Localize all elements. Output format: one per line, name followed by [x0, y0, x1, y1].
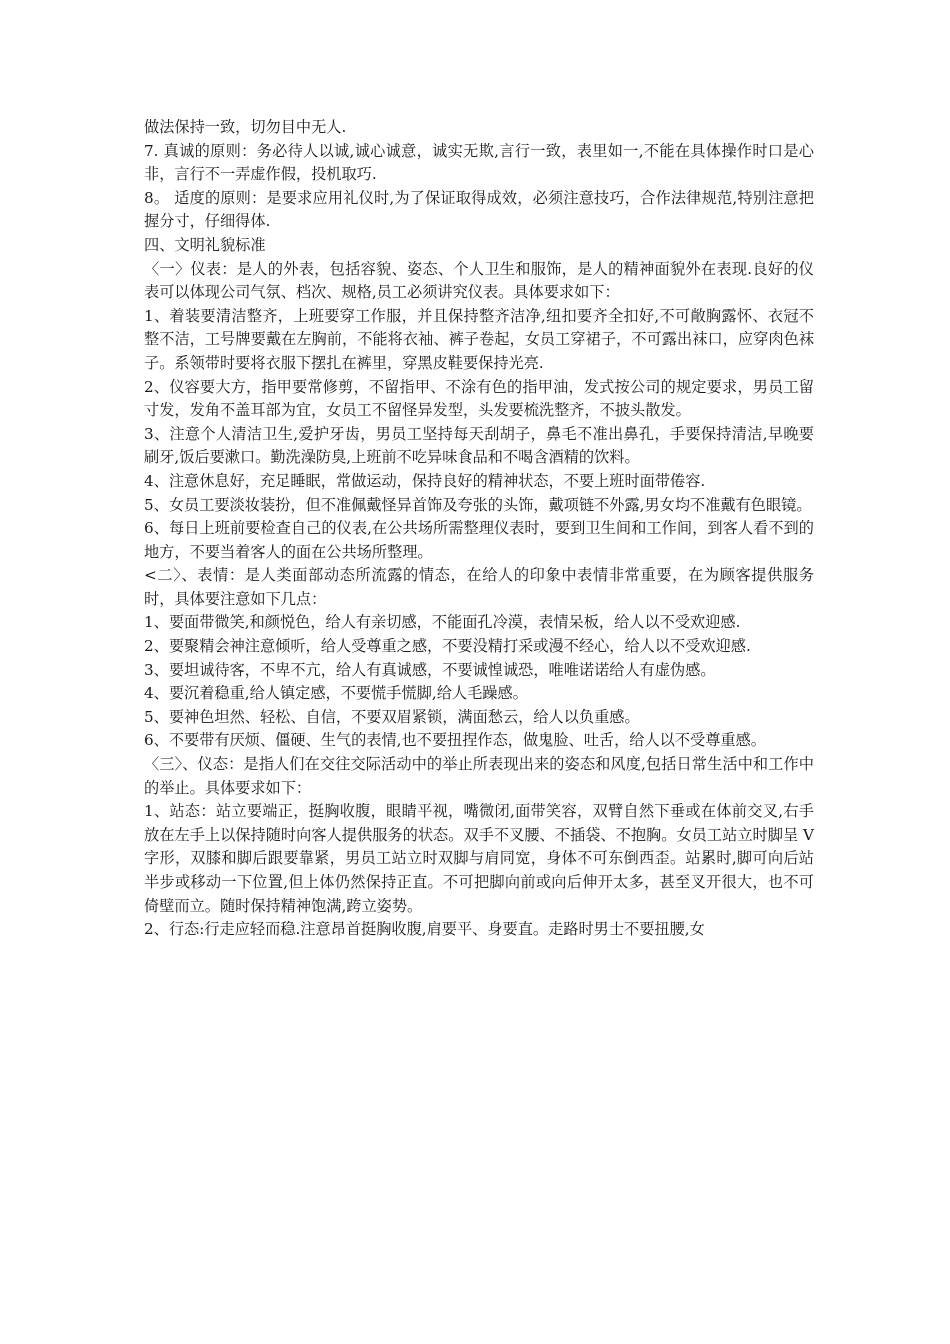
paragraph-5: 〈一〉仪表：是人的外表，包括容貌、姿态、个人卫生和服饰，是人的精神面貌外在表现.良好的仪表可以体现公司气氛、档次、规格,员工必须讲究仪表。具体要求如下： [144, 259, 814, 302]
section-heading: 四、文明礼貌标准 [144, 235, 266, 254]
paragraph-10: 5、女员工要淡妆装扮，但不准佩戴怪异首饰及夸张的头饰，戴项链不外露,男女均不准戴有色眼镜。 [144, 495, 812, 514]
paragraph-12: <二〉、表情：是人类面部动态所流露的情态，在给人的印象中表情非常重要，在为顾客提供服务时，具体要注意如下几点： [144, 566, 814, 608]
paragraph-13: 1、要面带微笑,和颜悦色，给人有亲切感，不能面孔冷漠，表情呆板，给人以不受欢迎感. [144, 613, 741, 632]
paragraph-1: 做法保持一致，切勿目中无人. [144, 118, 347, 136]
document-body [144, 116, 814, 942]
paragraph-6: 1、着装要清洁整齐，上班要穿工作服，并且保持整齐洁净,纽扣要齐全扣好,不可敞胸露怀、衣冠不整不洁，工号牌要戴在左胸前，不能将衣袖、裤子卷起，女员工穿裙子，不可露出袜口，应穿肉色袜子。系领带时要将衣服下摆扎在裤里，穿黑皮鞋要保持光亮. [144, 306, 814, 372]
paragraph-3: 8。 适度的原则：是要求应用礼仪时,为了保证取得成效，必须注意技巧，合作法律规范,特别注意把握分寸，仔细得体. [144, 188, 814, 231]
paragraph-11: 6、每日上班前要检查自己的仪表,在公共场所需整理仪表时，要到卫生间和工作间，到客人看不到的地方，不要当着客人的面在公共场所整理。 [144, 519, 814, 561]
paragraph-16: 4、要沉着稳重,给人镇定感，不要慌手慌脚,给人毛躁感。 [144, 684, 528, 703]
paragraph-8: 3、注意个人清洁卫生,爱护牙齿，男员工坚持每天刮胡子，鼻毛不准出鼻孔，手要保持清洁,早晚要刷牙,饭后要漱口。勤洗澡防臭,上班前不吃异味食品和不喝含酒精的饮料。 [144, 424, 814, 467]
paragraph-19: 〈三〉、仪态：是指人们在交往交际活动中的举止所表现出来的姿态和风度,包括日常生活中和工作中的举止。具体要求如下： [144, 755, 814, 797]
paragraph-15: 3、要坦诚待客，不卑不亢，给人有真诚感，不要诚惶诚恐，唯唯诺诺给人有虚伪感。 [144, 660, 716, 679]
paragraph-2: 7. 真诚的原则：务必待人以诚,诚心诚意，诚实无欺,言行一致，表里如一,不能在具体操作时口是心非，言行不一弄虚作假，投机取巧. [144, 141, 814, 184]
paragraph-21: 2、行态:行走应轻而稳.注意昂首挺胸收腹,肩要平、身要直。走路时男士不要扭腰,女 [144, 920, 705, 939]
paragraph-20: 1、站态：站立要端正，挺胸收腹，眼睛平视，嘴微闭,面带笑容，双臂自然下垂或在体前交叉,右手放在左手上以保持随时向客人提供服务的状态。双手不叉腰、不插袋、不抱胸。女员工站立时脚呈 V 字形，双膝和脚后跟要靠紧，男员工站立时双脚与肩同宽，身体不可东倒西歪。站累时,脚可向后站半步或移动一下位置,但上体仍然保持正直。不可把脚向前或向后伸开太多，甚至叉开很大，也不可倚壁而立。随时保持精神饱满,跨立姿势。 [144, 802, 814, 915]
paragraph-17: 5、要神色坦然、轻松、自信，不要双眉紧锁，满面愁云，给人以负重感。 [144, 707, 640, 726]
paragraph-18: 6、不要带有厌烦、僵硬、生气的表情,也不要扭捏作态，做鬼脸、吐舌，给人以不受尊重感。 [144, 731, 766, 750]
paragraph-7: 2、仪容要大方，指甲要常修剪，不留指甲、不涂有色的指甲油，发式按公司的规定要求，男员工留寸发，发角不盖耳部为宜，女员工不留怪异发型，头发要梳洗整齐，不披头散发。 [144, 377, 814, 420]
paragraph-14: 2、要聚精会神注意倾听，给人受尊重之感，不要没精打采或漫不经心，给人以不受欢迎感. [144, 637, 751, 656]
paragraph-9: 4、注意休息好，充足睡眠，常做运动，保持良好的精神状态，不要上班时面带倦容. [144, 471, 706, 490]
